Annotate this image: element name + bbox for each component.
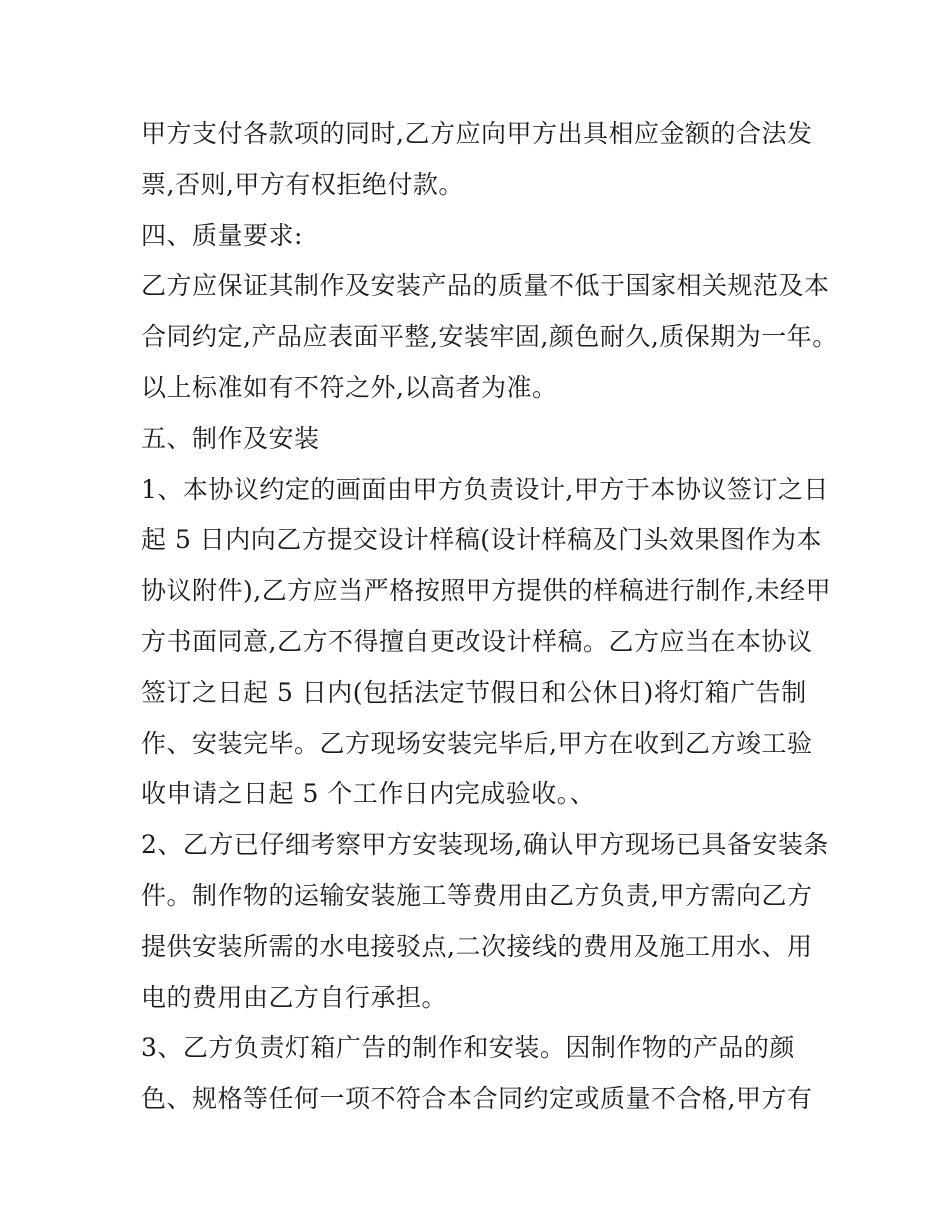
text-line: 方书面同意,乙方不得擅自更改设计样稿。乙方应当在本协议 bbox=[141, 626, 813, 656]
text-line: 签订之日起 5 日内(包括法定节假日和公休日)将灯箱广告制 bbox=[141, 677, 807, 707]
text-line: 以上标准如有不符之外,以高者为准。 bbox=[141, 372, 558, 402]
section-heading: 五、制作及安装 bbox=[141, 423, 320, 453]
text-line: 票,否则,甲方有权拒绝付款。 bbox=[141, 169, 464, 199]
text-line: 合同约定,产品应表面平整,安装牢固,颜色耐久,质保期为一年。 bbox=[141, 322, 838, 352]
text-line: 电的费用由乙方自行承担。 bbox=[141, 982, 448, 1012]
text-line: 3、乙方负责灯箱广告的制作和安装。因制作物的产品的颜 bbox=[141, 1033, 795, 1063]
text-line: 1、本协议约定的画面由甲方负责设计,甲方于本协议签订之日 bbox=[141, 474, 829, 504]
text-line: 件。制作物的运输安装施工等费用由乙方负责,甲方需向乙方 bbox=[141, 880, 813, 910]
document-body bbox=[141, 109, 838, 1125]
section-heading: 四、质量要求: bbox=[141, 220, 303, 250]
text-line: 提供安装所需的水电接驳点,二次接线的费用及施工用水、用 bbox=[141, 931, 813, 961]
text-line: 协议附件),乙方应当严格按照甲方提供的样稿进行制作,未经甲 bbox=[141, 576, 832, 606]
text-line: 作、安装完毕。乙方现场安装完毕后,甲方在收到乙方竣工验 bbox=[141, 728, 813, 758]
text-line: 色、规格等任何一项不符合本合同约定或质量不合格,甲方有 bbox=[141, 1084, 813, 1114]
text-line: 乙方应保证其制作及安装产品的质量不低于国家相关规范及本 bbox=[141, 271, 830, 301]
text-line: 甲方支付各款项的同时,乙方应向甲方出具相应金额的合法发 bbox=[141, 119, 813, 148]
text-line: 起 5 日内向乙方提交设计样稿(设计样稿及门头效果图作为本 bbox=[141, 525, 823, 555]
text-line: 收申请之日起 5 个工作日内完成验收。、 bbox=[141, 779, 596, 809]
text-line: 2、乙方已仔细考察甲方安装现场,确认甲方现场已具备安装条 bbox=[141, 830, 829, 860]
